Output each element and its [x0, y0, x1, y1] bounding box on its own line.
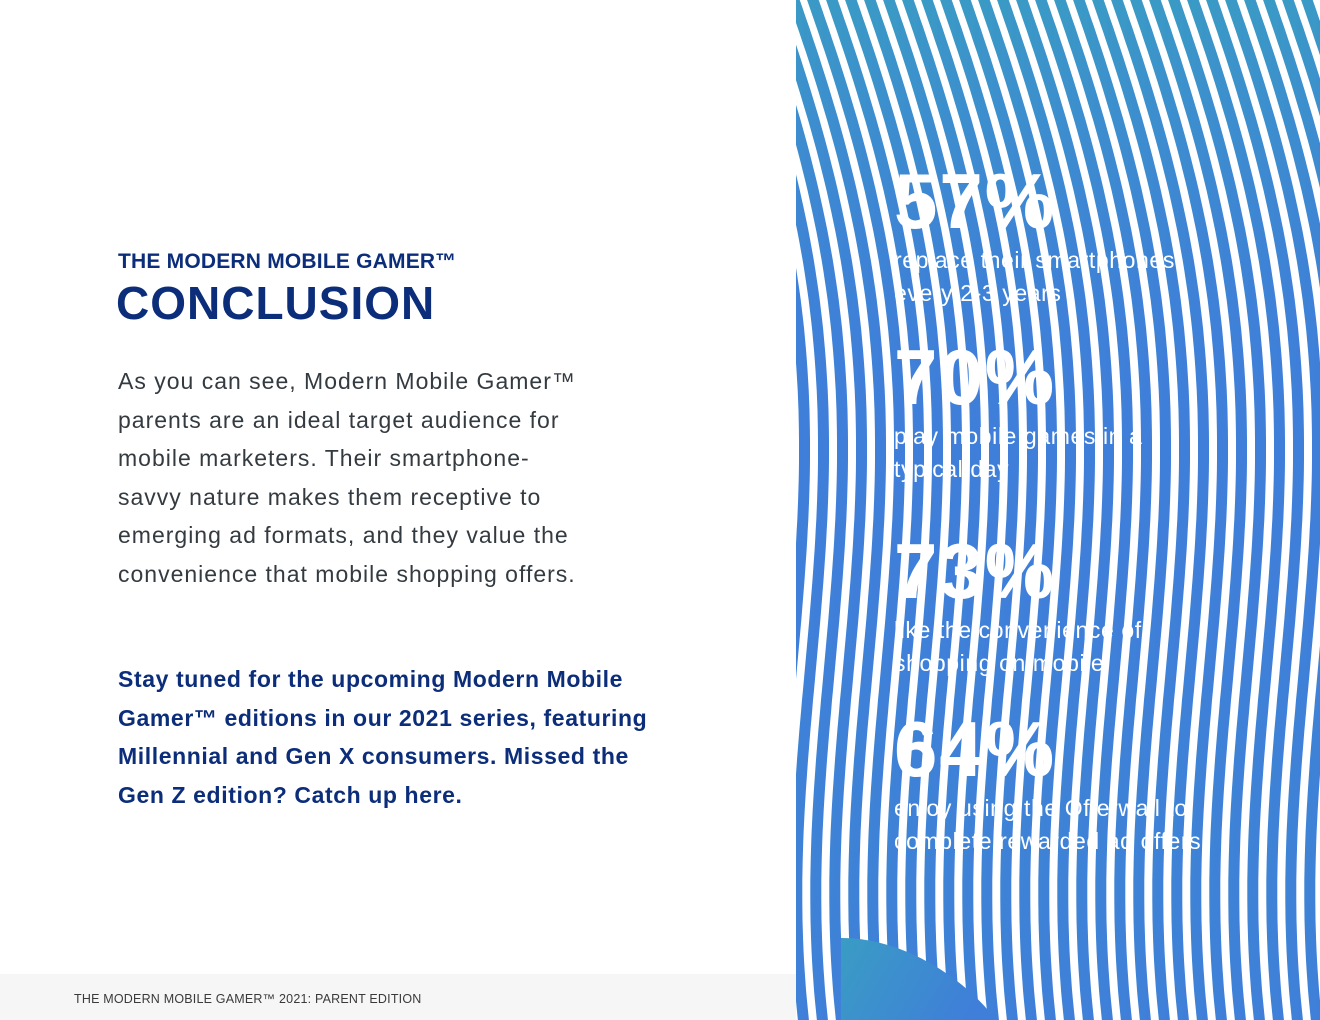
stat-value: 73% — [894, 527, 1057, 615]
cta-line: Millennial and Gen X consumers. Missed the — [118, 743, 629, 769]
stat-desc-line: shopping on mobile — [894, 650, 1105, 676]
stat-desc-line: like the convenience of — [894, 617, 1142, 643]
stat-block — [894, 333, 1143, 486]
cta-line: Stay tuned for the upcoming Modern Mobile — [118, 666, 624, 692]
stat-value: 64% — [894, 705, 1057, 793]
stat-description — [894, 614, 1142, 680]
body-line: mobile marketers. Their smartphone- — [118, 445, 530, 471]
page-title: CONCLUSION — [116, 277, 436, 329]
cta-line: Gamer™ editions in our 2021 series, featuring — [118, 704, 648, 731]
stat-block — [894, 157, 1175, 310]
stat-block — [894, 527, 1142, 680]
call-to-action-link[interactable] — [118, 660, 678, 814]
body-line: parents are an ideal target audience for — [118, 406, 560, 433]
body-line: As you can see, Modern Mobile Gamer™ — [118, 368, 576, 394]
wave-pattern-graphic — [796, 0, 1320, 1020]
footer-text: THE MODERN MOBILE GAMER™ 2021: PARENT EDITION — [74, 992, 422, 1006]
stat-desc-line: play mobile games in a — [894, 423, 1143, 449]
stat-value: 57% — [894, 157, 1057, 245]
body-line: savvy nature makes them receptive to — [118, 483, 542, 510]
body-line: convenience that mobile shopping offers. — [118, 560, 576, 587]
stat-block — [894, 705, 1202, 858]
conclusion-body — [118, 362, 658, 593]
stat-description — [894, 420, 1142, 486]
wave-pattern-panel — [796, 0, 1320, 1020]
stat-desc-line: typical day — [894, 456, 1010, 482]
stat-desc-line: enjoy using the Offerwall to — [894, 795, 1188, 821]
section-kicker: THE MODERN MOBILE GAMER™ — [118, 250, 457, 273]
stat-description — [894, 792, 1201, 858]
stat-description — [894, 244, 1175, 310]
stat-value: 70% — [894, 333, 1057, 421]
cta-line: Gen Z edition? Catch up here. — [118, 781, 463, 808]
stat-desc-line: replace their smartphones — [894, 247, 1175, 273]
body-line: emerging ad formats, and they value the — [118, 522, 569, 548]
stat-desc-line: complete rewarded ad offers — [894, 828, 1202, 854]
page-footer — [0, 974, 796, 1020]
stat-desc-line: every 2-3 years — [894, 280, 1062, 306]
